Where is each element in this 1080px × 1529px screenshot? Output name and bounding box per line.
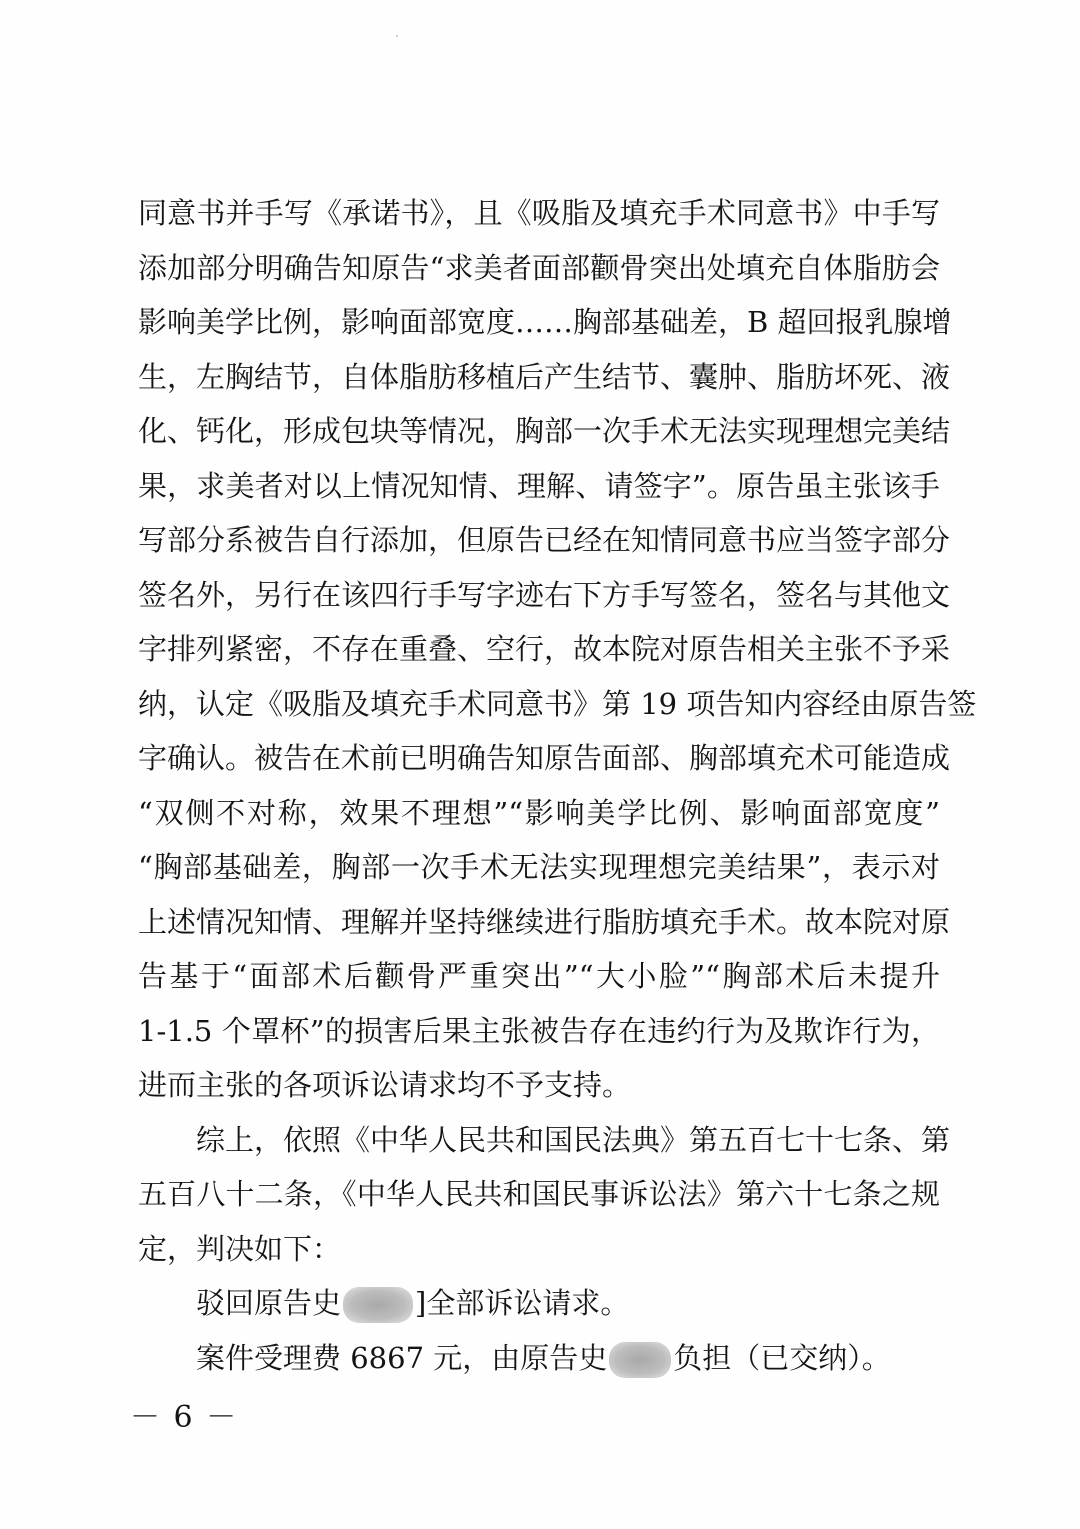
text-line: 上述情况知情、理解并坚持继续进行脂肪填充手术。故本院对原 <box>138 904 951 939</box>
text-line: 写部分系被告自行添加，但原告已经在知情同意书应当签字部分 <box>138 523 951 557</box>
text-line: “胸部基础差，胸部一次手术无法实现理想完美结果”，表示对 <box>138 850 940 884</box>
text-line: 告基于“面部术后颧骨严重突出”“大小脸”“胸部术后未提升 <box>138 959 940 993</box>
verdict-text-after: ]全部诉讼请求。 <box>415 1286 630 1320</box>
verdict-line <box>138 1276 940 1331</box>
text-line: 字确认。被告在术前已明确告知原告面部、胸部填充术可能造成 <box>138 741 951 775</box>
text-line: 果，求美者对以上情况知情、理解、请签字”。原告虽主张该手 <box>138 468 940 503</box>
conclusion-line: 五百八十二条，《中华人民共和国民事诉讼法》第六十七条之规 <box>138 1177 940 1211</box>
fee-text-after: 负担（已交纳）。 <box>673 1340 891 1375</box>
text-line: 进而主张的各项诉讼请求均不予支持。 <box>138 1068 632 1102</box>
text-line: 添加部分明确告知原告“求美者面部颧骨突出处填充自体脂肪会 <box>138 250 940 285</box>
page-number: － 6 － <box>130 1400 239 1435</box>
conclusion-line: 定，判决如下： <box>138 1231 342 1266</box>
document-body <box>138 186 977 1385</box>
redacted-name <box>343 1287 413 1323</box>
text-line: “双侧不对称，效果不理想”“影响美学比例、影响面部宽度” <box>138 795 940 830</box>
fee-line <box>138 1331 940 1386</box>
text-line: 字排列紧密，不存在重叠、空行，故本院对原告相关主张不予采 <box>138 632 951 666</box>
text-line: 签名外，另行在该四行手写字迹右下方手写签名，签名与其他文 <box>138 577 951 612</box>
scan-speck <box>396 35 398 37</box>
verdict-text-before: 驳回原告史 <box>196 1286 342 1320</box>
text-line: 纳，认定《吸脂及填充手术同意书》第 19 项告知内容经由原告签 <box>138 686 977 721</box>
fee-text-before: 案件受理费 6867 元，由原告史 <box>196 1340 608 1375</box>
text-line: 影响美学比例，影响面部宽度……胸部基础差，B 超回报乳腺增 <box>138 305 952 339</box>
text-line: 1-1.5 个罩杯”的损害后果主张被告存在违约行为及欺诈行为， <box>138 1013 940 1048</box>
conclusion-line: 综上，依照《中华人民共和国民法典》第五百七十七条、第 <box>196 1122 951 1157</box>
redacted-name <box>609 1342 671 1378</box>
text-line: 生，左胸结节，自体脂肪移植后产生结节、囊肿、脂肪坏死、液 <box>138 359 951 394</box>
text-line: 化、钙化，形成包块等情况，胸部一次手术无法实现理想完美结 <box>138 414 951 448</box>
text-line: 同意书并手写《承诺书》，且《吸脂及填充手术同意书》中手写 <box>138 196 940 230</box>
